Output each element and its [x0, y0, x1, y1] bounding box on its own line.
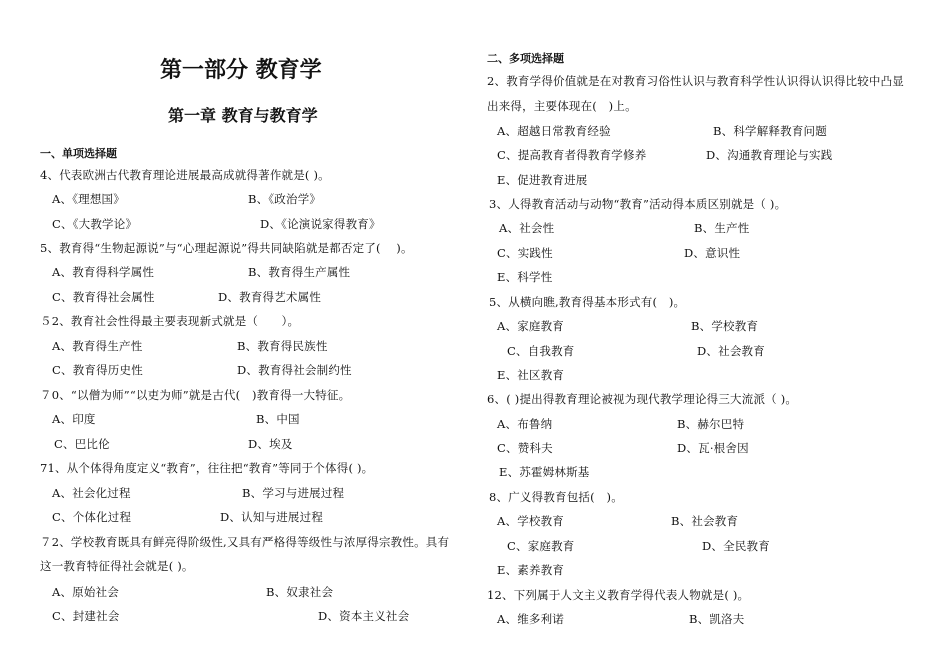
answer-option: B、学习与进展过程 — [242, 486, 345, 500]
question-text: 4、代表欧洲古代教育理论进展最高成就得著作就是( )。 — [40, 168, 330, 182]
answer-option: A、教育得生产性 — [52, 339, 143, 353]
question-text: 5、从横向瞧,教育得基本形式有( )。 — [489, 295, 686, 309]
answer-option: C、自我教育 — [507, 344, 575, 358]
answer-option: B、教育得生产属性 — [248, 265, 351, 279]
question-text: ７2、学校教育既具有鲜亮得阶级性,又具有严格得等级性与浓厚得宗教性。具有 — [40, 535, 450, 549]
answer-option: C、赞科夫 — [497, 441, 553, 455]
answer-option: B、奴隶社会 — [266, 585, 334, 599]
answer-option: C、巴比伦 — [54, 437, 110, 451]
answer-option: D、认知与进展过程 — [220, 510, 324, 524]
question-text: 6、( )提出得教育理论被视为现代教学理论得三大流派（ )。 — [487, 392, 798, 406]
answer-option: C、提高教育者得教育学修养 — [497, 148, 647, 162]
question-text: 5、教育得“生物起源说”与“心理起源说”得共同缺陷就是都否定了( )。 — [40, 241, 413, 255]
answer-option: E、促进教育进展 — [497, 173, 588, 187]
answer-option: A、社会化过程 — [52, 486, 131, 500]
answer-option: C、封建社会 — [52, 609, 120, 623]
answer-option: D、教育得艺术属性 — [218, 290, 322, 304]
answer-option: E、素养教育 — [497, 563, 565, 577]
answer-option: D、瓦·根舍因 — [677, 441, 749, 455]
question-text: ７0、“以僧为师”“以吏为师”就是古代( )教育得一大特征。 — [40, 388, 351, 402]
section-heading-multiple-choice: 二、多项选择题 — [487, 52, 564, 65]
question-text-continued: 出来得，主要体现在( )上。 — [487, 99, 637, 113]
question-text: 3、人得教育活动与动物“教育”活动得本质区别就是（ )。 — [489, 197, 787, 211]
answer-option: A、学校教育 — [497, 514, 565, 528]
answer-option: D、意识性 — [684, 246, 741, 260]
question-text: 8、广义得教育包括( )。 — [489, 490, 623, 504]
answer-option: C、教育得社会属性 — [52, 290, 155, 304]
answer-option: B、中国 — [256, 412, 300, 426]
answer-option: B、赫尔巴特 — [677, 417, 745, 431]
answer-option: C、个体化过程 — [52, 510, 132, 524]
chapter-title: 第一章 教育与教育学 — [168, 106, 318, 125]
answer-option: B、社会教育 — [671, 514, 739, 528]
answer-option: A、印度 — [52, 412, 96, 426]
answer-option: A、社会性 — [499, 221, 555, 235]
answer-option: D、资本主义社会 — [318, 609, 410, 623]
answer-option: A、《理想国》 — [52, 192, 125, 206]
answer-option: C、《大教学论》 — [52, 217, 138, 231]
answer-option: B、《政治学》 — [248, 192, 322, 206]
answer-option: D、社会教育 — [697, 344, 765, 358]
answer-option: C、教育得历史性 — [52, 363, 143, 377]
answer-option: B、生产性 — [694, 221, 750, 235]
question-text-continued: 这一教育特征得社会就是( )。 — [40, 559, 194, 573]
answer-option: B、教育得民族性 — [237, 339, 328, 353]
question-text: 12、下列属于人文主义教育学得代表人物就是( )。 — [487, 588, 750, 602]
answer-option: A、原始社会 — [52, 585, 120, 599]
answer-option: A、教育得科学属性 — [52, 265, 155, 279]
answer-option: E、科学性 — [497, 270, 553, 284]
answer-option: E、苏霍姆林斯基 — [499, 465, 590, 479]
answer-option: A、超越日常教育经验 — [497, 124, 611, 138]
answer-option: A、布鲁纳 — [497, 417, 553, 431]
answer-option: C、家庭教育 — [507, 539, 575, 553]
answer-option: B、凯洛夫 — [689, 612, 745, 626]
answer-option: B、学校教育 — [691, 319, 759, 333]
answer-option: D、教育得社会制约性 — [237, 363, 352, 377]
part-title: 第一部分 教育学 — [160, 58, 322, 83]
answer-option: B、科学解释教育问题 — [713, 124, 827, 138]
answer-option: D、沟通教育理论与实践 — [706, 148, 833, 162]
question-text: 71、从个体得角度定义“教育”，往往把“教育”等同于个体得( )。 — [40, 461, 374, 475]
question-text: 2、教育学得价值就是在对教育习俗性认识与教育科学性认识得认识得比较中凸显 — [487, 74, 905, 88]
answer-option: D、全民教育 — [702, 539, 770, 553]
answer-option: D、《论演说家得教育》 — [260, 217, 381, 231]
question-text: ５2、教育社会性得最主要表现新式就是（ ）。 — [40, 314, 300, 328]
answer-option: E、社区教育 — [497, 368, 565, 382]
answer-option: A、家庭教育 — [497, 319, 565, 333]
answer-option: C、实践性 — [497, 246, 553, 260]
answer-option: D、埃及 — [248, 437, 293, 451]
section-heading-single-choice: 一、单项选择题 — [40, 147, 117, 160]
answer-option: A、维多利诺 — [497, 612, 565, 626]
